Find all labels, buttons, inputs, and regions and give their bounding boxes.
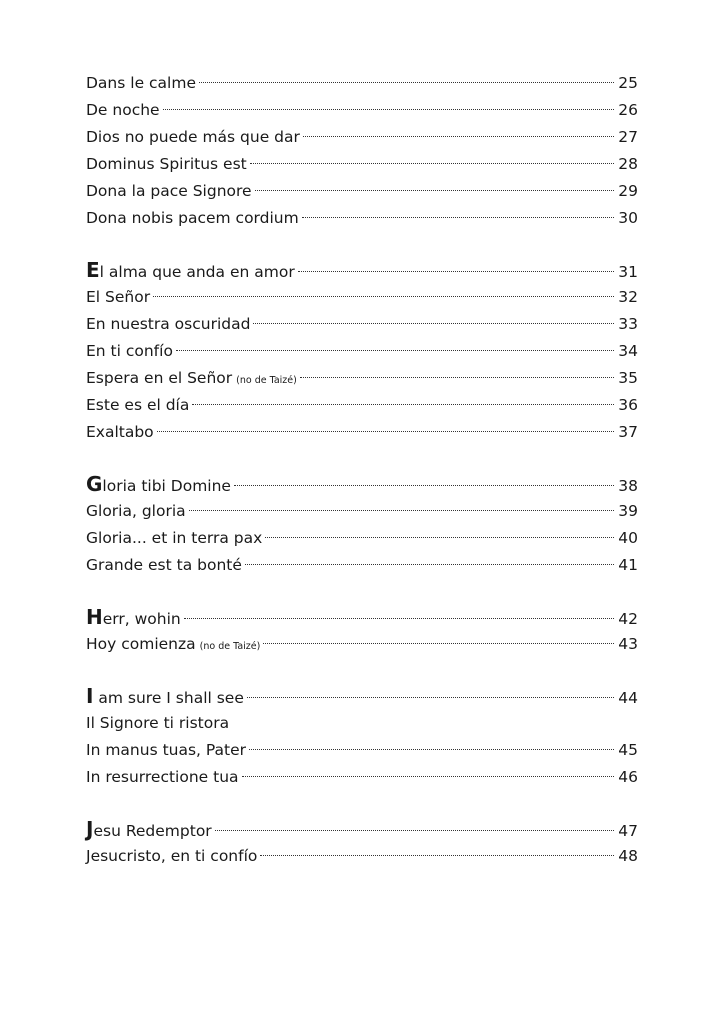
entry-title [86,97,160,124]
page-number: 47 [618,822,638,840]
dot-leader [176,350,614,351]
page-number: 26 [618,101,638,119]
toc-section [86,257,638,446]
toc-entry [86,683,638,710]
toc-entry [86,311,638,338]
entry-title-text: En nuestra oscuridad [86,315,251,333]
dot-leader [265,537,614,538]
page-number: 28 [618,155,638,173]
toc-entry [86,178,638,205]
entry-title [86,311,250,338]
entry-title-text: Dans le calme [86,74,196,92]
entry-title [86,419,154,446]
entry-title-text: El Señor [86,288,151,306]
dot-leader [157,431,614,432]
entry-note: (no de Taizé) [236,375,297,386]
entry-title [86,392,189,419]
entry-title [86,604,181,633]
toc-entry [86,284,638,311]
page-number: 29 [618,182,638,200]
entry-title [86,257,295,286]
dot-leader [234,485,614,486]
toc-entry [86,257,638,284]
toc-entry [86,471,638,498]
entry-title-text: l alma que anda en amor [99,263,295,281]
dot-leader [215,830,614,831]
entry-title [86,525,262,552]
toc-entry [86,392,638,419]
page-number: 41 [618,556,638,574]
toc-entry [86,151,638,178]
entry-title [86,764,239,791]
dot-leader [189,510,614,511]
dot-leader [153,296,614,297]
entry-title [86,498,186,525]
page-number: 39 [618,502,638,520]
dot-leader [247,697,614,698]
dot-leader [255,190,614,191]
toc-entry [86,552,638,579]
dot-leader [298,271,614,272]
page-number: 48 [618,847,638,865]
section-initial-letter: H [86,605,103,629]
entry-title [86,631,260,660]
entry-title [86,338,173,365]
page-number: 45 [618,741,638,759]
toc-section [86,604,638,658]
page-number: 35 [618,369,638,387]
section-initial-letter: I [86,684,94,708]
page-number: 31 [618,263,638,281]
entry-title-text: Jesucristo, en ti confío [86,847,258,865]
entry-title-text: am sure I shall see [93,689,244,707]
dot-leader [199,82,614,83]
page-number: 25 [618,74,638,92]
page-number: 40 [618,529,638,547]
entry-title-text: Dona la pace Signore [86,182,252,200]
entry-title-text: Grande est ta bonté [86,556,242,574]
dot-leader [184,618,614,619]
entry-title [86,737,246,764]
toc-entry [86,631,638,658]
toc-entry [86,710,638,737]
entry-title-text: De noche [86,101,160,119]
entry-title-text: En ti confío [86,342,173,360]
entry-title [86,816,212,845]
dot-leader [263,643,614,644]
entry-title-text: Il Signore ti ristora [86,714,230,732]
entry-title-text: Exaltabo [86,423,154,441]
dot-leader [303,136,614,137]
entry-title [86,178,252,205]
dot-leader [302,217,614,218]
page-number: 38 [618,477,638,495]
page-number: 37 [618,423,638,441]
toc-section [86,816,638,870]
entry-title-text: loria tibi Domine [102,477,231,495]
entry-title-text: err, wohin [102,610,181,628]
toc-entry [86,737,638,764]
entry-title-text: Gloria, gloria [86,502,186,520]
page-number: 36 [618,396,638,414]
dot-leader [253,323,614,324]
entry-title [86,683,244,712]
entry-title-text: Gloria... et in terra pax [86,529,263,547]
entry-title [86,70,196,97]
page-number: 30 [618,209,638,227]
entry-title-text: esu Redemptor [93,822,212,840]
toc-entry [86,365,638,392]
table-of-contents [86,70,638,870]
dot-leader [163,109,614,110]
entry-title [86,205,299,232]
dot-leader [260,855,614,856]
toc-section [86,471,638,579]
entry-title [86,284,150,311]
toc-entry [86,816,638,843]
entry-title [86,365,297,394]
entry-title [86,124,300,151]
entry-title-text: Dios no puede más que dar [86,128,300,146]
toc-entry [86,525,638,552]
toc-entry [86,843,638,870]
toc-entry [86,419,638,446]
toc-entry [86,124,638,151]
toc-section [86,70,638,232]
toc-entry [86,97,638,124]
page-number: 27 [618,128,638,146]
page-number: 46 [618,768,638,786]
entry-note: (no de Taizé) [199,641,261,652]
toc-section [86,683,638,791]
entry-title [86,710,229,737]
toc-entry [86,498,638,525]
dot-leader [249,749,614,750]
toc-entry [86,205,638,232]
entry-title-text: Hoy comienza [86,635,196,653]
entry-title [86,151,247,178]
page-number: 44 [618,689,638,707]
entry-title-text: Este es el día [86,396,190,414]
page-number: 33 [618,315,638,333]
page-number: 43 [618,635,638,653]
page-number: 42 [618,610,638,628]
entry-title-text: Espera en el Señor [86,369,233,387]
dot-leader [242,776,614,777]
dot-leader [192,404,614,405]
entry-title-text: Dominus Spiritus est [86,155,247,173]
toc-entry [86,70,638,97]
entry-title [86,843,257,870]
entry-title [86,552,242,579]
entry-title-text: Dona nobis pacem cordium [86,209,299,227]
entry-title-text: In resurrectione tua [86,768,239,786]
toc-entry [86,604,638,631]
section-initial-letter: G [86,472,103,496]
toc-entry [86,764,638,791]
section-initial-letter: E [86,258,100,282]
entry-title-text: In manus tuas, Pater [86,741,247,759]
dot-leader [245,564,614,565]
section-initial-letter: J [86,817,94,841]
dot-leader [300,377,614,378]
toc-entry [86,338,638,365]
entry-title [86,471,231,500]
page-number: 32 [618,288,638,306]
dot-leader [250,163,614,164]
page-number: 34 [618,342,638,360]
